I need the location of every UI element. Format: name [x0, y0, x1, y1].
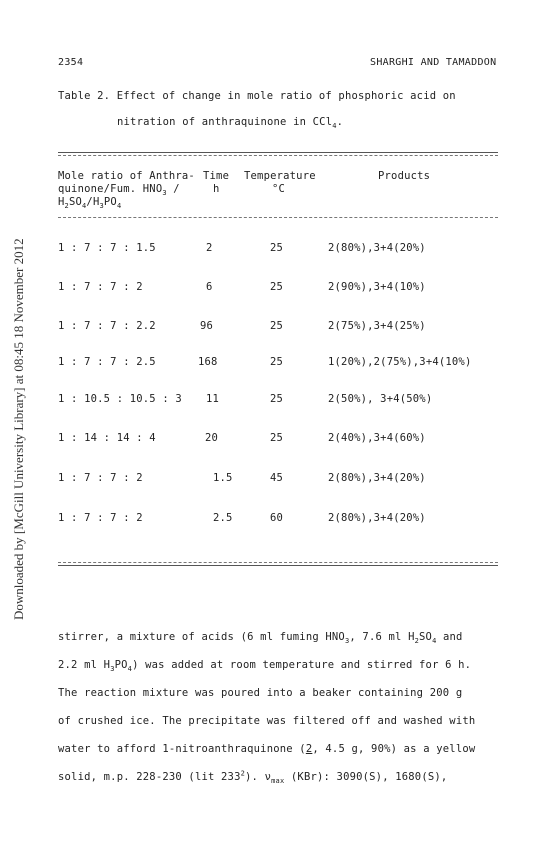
cell-products: 2(80%),3+4(20%) — [328, 512, 426, 524]
table-top-rule-dash — [58, 155, 498, 156]
cell-ratio: 1 : 14 : 14 : 4 — [58, 432, 156, 444]
cell-products: 2(40%),3+4(60%) — [328, 432, 426, 444]
body-line-6: solid, m.p. 228-230 (lit $233^2$). $\nu_{max}$ (KBr): 3090(S), 1680(S), — [58, 769, 448, 785]
table-bottom-rule-solid — [58, 565, 498, 566]
header-products: Products — [378, 170, 431, 182]
cell-products: 2(50%), 3+4(50%) — [328, 393, 433, 405]
cell-temperature: 25 — [270, 281, 284, 293]
cell-ratio: 1 : 10.5 : 10.5 : 3 — [58, 393, 182, 405]
body-line-2: 2.2 ml $H_3PO_4$) was added at room temperature and stirred for 6 h. — [58, 659, 472, 673]
cell-temperature: 25 — [270, 393, 284, 405]
cell-temperature: 25 — [270, 320, 284, 332]
header-temperature: Temperature — [244, 170, 316, 182]
cell-products: 2(80%),3+4(20%) — [328, 242, 426, 254]
cell-time: 6 — [206, 281, 213, 293]
cell-ratio: 1 : 7 : 7 : 2 — [58, 472, 143, 484]
body-line-1: stirrer, a mixture of acids (6 ml fuming $HNO_3$, 7.6 ml $H_2SO_4$ and — [58, 631, 463, 645]
cell-time: 96 — [200, 320, 214, 332]
cell-temperature: 25 — [270, 242, 284, 254]
header-ratio-line1: Mole ratio of Anthra- — [58, 170, 195, 182]
body-line-4: of crushed ice. The precipitate was filtered off and washed with — [58, 715, 476, 727]
cell-products: 2(75%),3+4(25%) — [328, 320, 426, 332]
table-caption-line2: nitration of anthraquinone in CCl$_4$. — [117, 116, 344, 130]
table-caption-line1: Table 2. Effect of change in mole ratio of phosphoric acid on — [58, 90, 456, 102]
header-temp-unit: °C — [272, 183, 286, 195]
cell-temperature: 45 — [270, 472, 284, 484]
cell-ratio: 1 : 7 : 7 : 2.5 — [58, 356, 156, 368]
cell-products: 2(80%),3+4(20%) — [328, 472, 426, 484]
cell-time: 168 — [198, 356, 218, 368]
header-time-unit: h — [213, 183, 220, 195]
header-bottom-rule — [58, 217, 498, 218]
running-authors: SHARGHI AND TAMADDON — [370, 57, 497, 68]
cell-temperature: 25 — [270, 432, 284, 444]
table-bottom-rule — [58, 562, 498, 563]
cell-ratio: 1 : 7 : 7 : 2 — [58, 281, 143, 293]
compound-ref: 2 — [305, 743, 313, 755]
cell-ratio: 1 : 7 : 7 : 2 — [58, 512, 143, 524]
cell-products: 1(20%),2(75%),3+4(10%) — [328, 356, 472, 368]
download-side-note: Downloaded by [McGill University Library] at 08:45 18 November 2012 — [11, 238, 26, 620]
body-line-5: water to afford 1-nitroanthraquinone (2, 4.5 g, 90%) as a yellow — [58, 743, 476, 755]
cell-time: 2.5 — [213, 512, 233, 524]
header-ratio-line2: quinone/Fum. $HNO_3$ / — [58, 183, 180, 197]
cell-temperature: 60 — [270, 512, 284, 524]
body-line-3: The reaction mixture was poured into a beaker containing 200 g — [58, 687, 463, 699]
cell-time: 1.5 — [213, 472, 233, 484]
cell-products: 2(90%),3+4(10%) — [328, 281, 426, 293]
table-top-rule — [58, 152, 498, 153]
cell-ratio: 1 : 7 : 7 : 2.2 — [58, 320, 156, 332]
header-time: Time — [203, 170, 230, 182]
cell-time: 11 — [206, 393, 220, 405]
cell-ratio: 1 : 7 : 7 : 1.5 — [58, 242, 156, 254]
cell-time: 2 — [206, 242, 213, 254]
cell-temperature: 25 — [270, 356, 284, 368]
page-number: 2354 — [58, 57, 84, 68]
header-ratio-line3: $H_2SO_4/H_3PO_4$ — [58, 196, 122, 210]
cell-time: 20 — [205, 432, 219, 444]
